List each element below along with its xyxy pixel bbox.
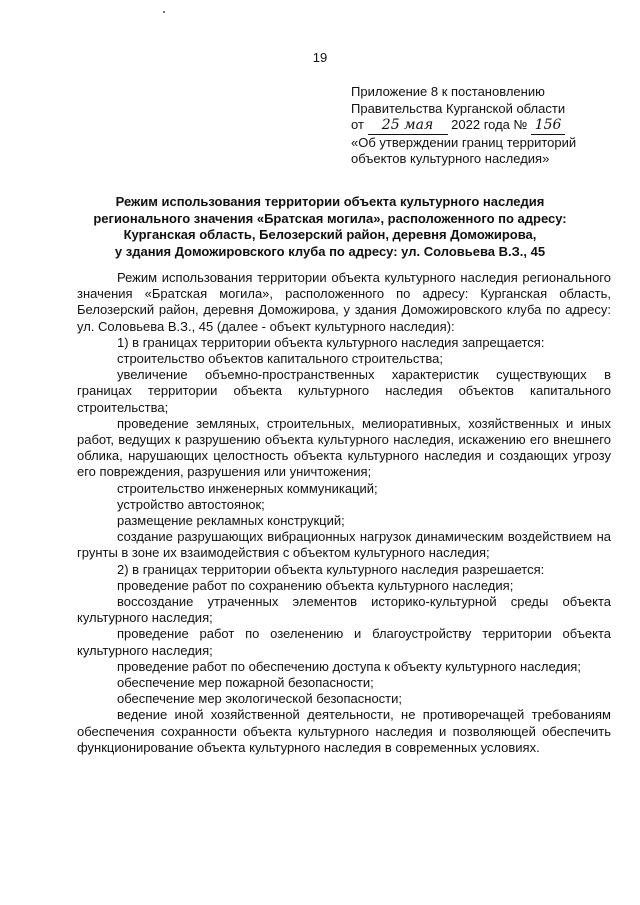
paragraph: проведение работ по обеспечению доступа к объекту культурного наследия; bbox=[117, 658, 581, 674]
paragraph: 2) в границах территории объекта культурного наследия разрешается: bbox=[117, 561, 545, 577]
paragraph: обеспечение мер экологической безопасности; bbox=[117, 691, 403, 707]
handwritten-date: 25 мая bbox=[368, 117, 448, 135]
appendix-line-5: объектов культурного наследия» bbox=[351, 151, 550, 166]
appendix-line-4: «Об утверждении границ территорий bbox=[351, 134, 577, 150]
paragraph: строительство инженерных коммуникаций; bbox=[117, 480, 378, 496]
appendix-date-line bbox=[351, 117, 621, 135]
year-text: 2022 года № bbox=[451, 117, 528, 132]
paragraph: 1) в границах территории объекта культурного наследия запрещается: bbox=[117, 334, 545, 350]
page-number: 19 bbox=[312, 50, 328, 65]
title-line-4: у здания Доможировского клуба по адресу: ул. Соловьева В.З., 45 bbox=[114, 243, 546, 259]
paragraph: Режим использования территории объекта культурного наследия регионального значения «Братская могила», расположенного по адресу: Курганская область, Белозерский район, деревня Доможирова, у здания Доможировского клуба по адресу: ул. Соловьева В.З., 45 (далее - объект культурного наследия): bbox=[77, 270, 611, 334]
appendix-line-2: Правительства Курганской области bbox=[351, 100, 566, 116]
paragraph: проведение работ по озеленению и благоустройству территории объекта культурного наследия; bbox=[77, 626, 611, 658]
paragraph: воссоздание утраченных элементов историко-культурной среды объекта культурного наследия; bbox=[77, 594, 611, 626]
appendix-block bbox=[351, 84, 621, 168]
handwritten-number: 156 bbox=[531, 117, 565, 135]
paragraph: устройство автостоянок; bbox=[117, 496, 265, 512]
title-line-2: регионального значения «Братская могила», расположенного по адресу: bbox=[93, 210, 567, 226]
title-line-1: Режим использования территории объекта культурного наследия bbox=[115, 194, 545, 209]
document-title bbox=[60, 194, 600, 260]
title-line-3: Курганская область, Белозерский район, деревня Доможирова, bbox=[123, 227, 537, 242]
paragraph: увеличение объемно-пространственных характеристик существующих в границах территории объекта культурного наследия объектов капитального строительства; bbox=[77, 367, 611, 415]
paragraph: размещение рекламных конструкций; bbox=[117, 513, 345, 529]
paragraph: ведение иной хозяйственной деятельности, не противоречащей требованиям обеспечения сохранности объекта культурного наследия и позволяющей обеспечить функционирование объекта культурного наследия в современных условиях. bbox=[77, 707, 611, 755]
scan-speck bbox=[163, 11, 165, 13]
paragraph: проведение земляных, строительных, мелиоративных, хозяйственных и иных работ, ведущих к разрушению объекта культурного наследия, искажению его внешнего облика, нарушающих целостность объекта культурного наследия и создающих угрозу его повреждения, разрушения или уничтожения; bbox=[77, 415, 611, 480]
paragraph: проведение работ по сохранению объекта культурного наследия; bbox=[117, 577, 514, 593]
paragraph: создание разрушающих вибрационных нагрузок динамическим воздействием на грунты в зоне их взаимодействия с объектом культурного наследия; bbox=[77, 529, 611, 561]
paragraph: обеспечение мер пожарной безопасности; bbox=[117, 675, 374, 691]
document-body bbox=[77, 270, 611, 756]
from-prefix: от bbox=[351, 117, 364, 132]
appendix-line-1: Приложение 8 к постановлению bbox=[351, 84, 545, 99]
paragraph: строительство объектов капитального строительства; bbox=[117, 351, 443, 367]
